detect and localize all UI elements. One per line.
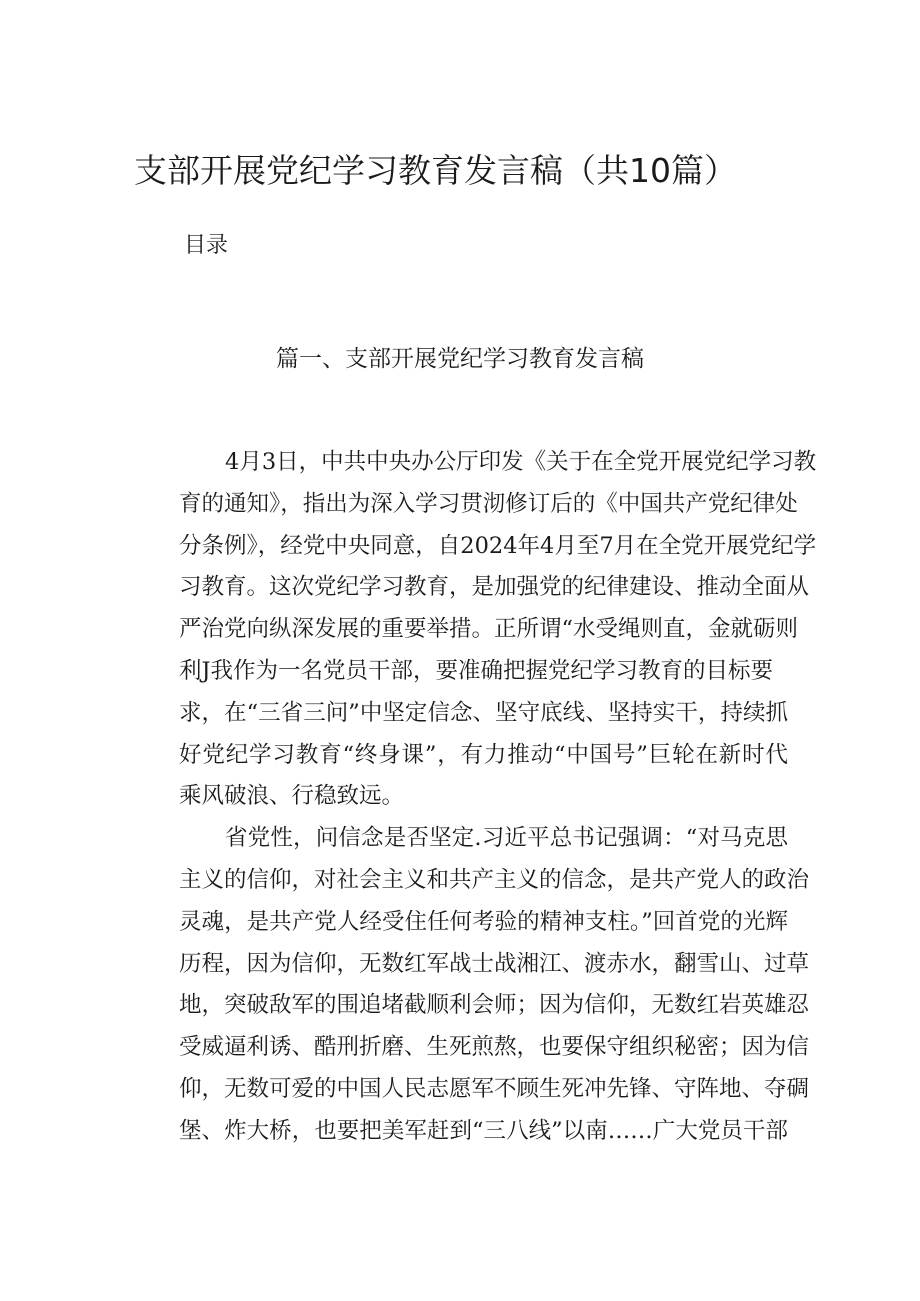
- text-line: 仰，无数可爱的中国人民志愿军不顾生死冲先锋、守阵地、夺碉: [179, 1075, 810, 1102]
- section-title: 篇一、支部开展党纪学习教育发言稿: [276, 346, 644, 372]
- text-line: 历程，因为信仰，无数红军战士战湘江、渡赤水，翻雪山、过草: [179, 950, 810, 977]
- text-line: 好党纪学习教育“终身课”，有力推动“中国号”巨轮在新时代: [179, 741, 788, 768]
- text-line: 习教育。这次党纪学习教育，是加强党的纪律建设、推动全面从: [179, 574, 810, 601]
- text-line: 育的通知》，指出为深入学习贯沏修订后的《中国共产党纪律处: [179, 490, 798, 517]
- text-line: 利J我作为一名党员干部，要准确把握党纪学习教育的目标要: [179, 657, 774, 684]
- text-line: 求，在“三省三问”中坚定信念、坚守底线、坚持实干，持续抓: [179, 699, 788, 726]
- text-line: 灵魂，是共产党人经受住任何考验的精神支柱。”回首党的光辉: [179, 908, 788, 935]
- document-title: 支部开展党纪学习教育发言稿（共10篇）: [134, 151, 737, 190]
- text-line: 4月3日，中共中央办公厅印发《关于在全党开展党纪学习教: [225, 449, 817, 475]
- text-line: 省党性，问信念是否坚定.习近平总书记强调：“对马克思: [225, 825, 788, 852]
- toc-label: 目录: [184, 233, 229, 258]
- paragraph-2: [134, 818, 810, 1152]
- text-line: 堡、炸大桥，也要把美军赶到“三八线”以南……广大党员干部: [179, 1117, 788, 1144]
- text-line: 主义的信仰，对社会主义和共产主义的信念，是共产党人的政治: [179, 866, 810, 893]
- text-line: 严治党向纵深发展的重要举措。正所谓“水受绳则直，金就砺则: [179, 616, 799, 643]
- text-line: 乘风破浪、行稳致远。: [179, 783, 405, 810]
- body-text: [134, 442, 817, 1153]
- text-line: 受威逼利诱、酷刑折磨、生死煎熬，也要保守组织秘密；因为信: [179, 1034, 810, 1061]
- text-line: 分条例》，经党中央同意，自2024年4月至7月在全党开展党纪学: [179, 532, 817, 559]
- text-line: 地，突破敌军的围追堵截顺利会师；因为信仰，无数红岩英雄忍: [179, 992, 810, 1019]
- paragraph-1: [134, 442, 817, 818]
